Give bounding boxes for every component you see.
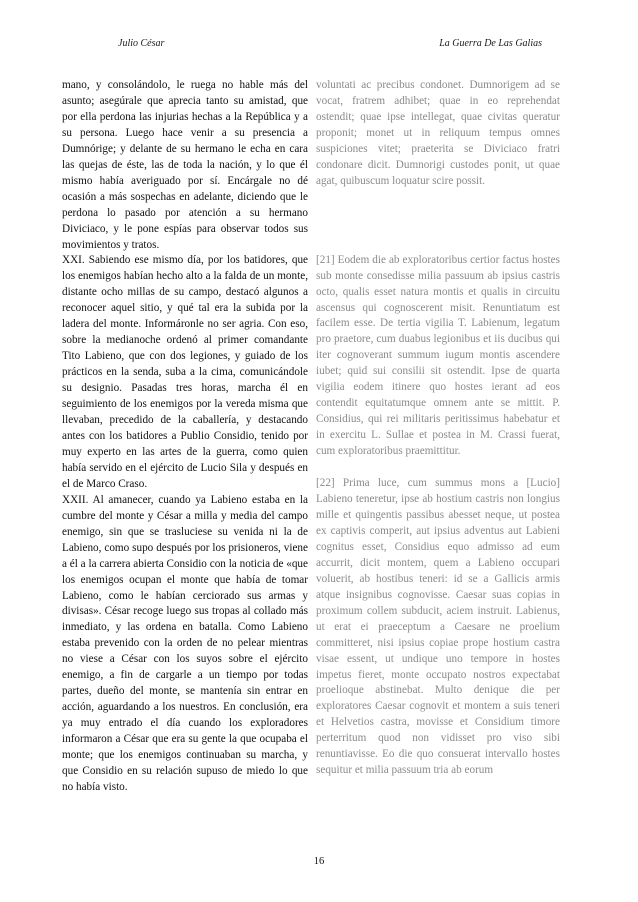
latin-paragraph-continuation: voluntati ac precibus condonet. Dumnorigem ad se vocat, fratrem adhibet; quae in eo reprehendat ostendit; quae ipse intellegat, quae civitas queratur proponit; monet ut in reliquum tempus omnes suspiciones vitet; praeterita se Diviciaco fratri condonare dicit. Dumnorigi custodes ponit, ut quae agat, quibuscum loquatur scire possit. xyxy=(316,79,560,187)
header-work-title: La Guerra De Las Galias xyxy=(439,38,542,49)
page-number: 16 xyxy=(313,856,325,867)
spanish-text-column xyxy=(62,78,308,796)
latin-paragraph-chapter-21: [21] Eodem die ab exploratoribus certior factus hostes sub monte consedisse milia passuum ab ipsius castris octo, qualis esset natura montis et qualis in circuitu ascensus qui cognoscerent misit. Renuntiatum est facilem esse. De tertia vigilia T. Labienum, legatum pro praetore, cum duabus legionibus et iis ducibus qui iter cognoverant summum iugum montis ascendere iubet; quid sui consilii sit ostendit. Ipse de quarta vigilia eodem itinere quo hostes ierant ad eos contendit equitatumque omnem ante se mittit. P. Considius, qui rei militaris peritissimus habebatur et in exercitu L. Sullae et postea in M. Crassi fuerat, cum exploratoribus praemittitur. xyxy=(316,253,560,458)
header-author: Julio César xyxy=(118,38,165,49)
latin-text-column xyxy=(316,78,560,795)
latin-paragraph-chapter-22: [22] Prima luce, cum summus mons a [Lucio] Labieno teneretur, ipse ab hostium castris non longius mille et quingentis passibus abesset neque, ut postea ex captivis comperit, aut ipsius adventus aut Labieni cognitus esset, Considius equo admisso ad eum accurrit, dicit montem, quem a Labieno occupari voluerit, ab hostibus teneri: id se a Gallicis armis atque insignibus cognovisse. Caesar suas copias in proximum collem subducit, aciem instruit. Labienus, ut erat ei praeceptum a Caesare ne proelium committeret, nisi ipsius copiae prope hostium castra visae essent, ut undique uno tempore in hostes impetus fieret, monte occupato nostros expectabat proelioque abstinebat. Multo denique die per exploratores Caesar cognovit et montem a suis teneri et Helvetios castra, movisse et Considium timore perterritum quod non vidisset pro viso sibi renuntiavisse. Eo die quo consuerat intervallo hostes sequitur et milia passuum tria ab eorum xyxy=(316,477,560,777)
spanish-paragraph-chapter-22: XXII. Al amanecer, cuando ya Labieno estaba en la cumbre del monte y César a milla y media del campo enemigo, sin que se trasluciese su venida ni la de Labieno, como supo después por los prisioneros, viene a él a la carrera abierta Considio con la noticia de «que los enemigos ocupan el monte que había de tomar Labieno, como le habían cerciorado sus armas y divisas». César recoge luego sus tropas al collado más inmediato, y las ordena en batalla. Como Labieno estaba prevenido con la orden de no pelear mientras no viese a César con los suyos sobre el ejército enemigo, a fin de cargarle a un tiempo por todas partes, dueño del monte, se mantenía sin entrar en acción, aguardando a los nuestros. En conclusión, era ya muy entrado el día cuando los exploradores informaron a César que era su gente la que ocupaba el monte; que los enemigos continuaban su marcha, y que Considio en su relación supuso de miedo lo que no había visto. xyxy=(62,493,308,793)
spanish-paragraph-chapter-21: XXI. Sabiendo ese mismo día, por los batidores, que los enemigos habían hecho alto a la falda de un monte, distante ocho millas de su campo, destacó algunos a reconocer aquel sitio, y qué tal era la subida por la ladera del monte. Informáronle no ser agria. Con eso, sobre la medianoche ordenó al primer comandante Tito Labieno, que con dos legiones, y guiado de los prácticos en la senda, suba a la cima, comunicándole su designio. Pasadas tres horas, marcha él en seguimiento de los enemigos por la vereda misma que llevaban, precedido de la caballería, y destacando antes con los batidores a Publio Considio, tenido por muy experto en las artes de la guerra, como quien había servido en el ejército de Lucio Sila y después en el de Marco Craso. xyxy=(62,254,308,490)
running-header xyxy=(0,38,638,52)
spanish-paragraph-continuation: mano, y consolándolo, le ruega no hable más del asunto; asegúrale que aprecia tanto su amistad, que por ella perdona las injurias hechas a la República y a su persona. Luego hace venir a su presencia a Dumnórige; y delante de su hermano le echa en cara las quejas de éste, las de toda la nación, y lo que él mismo había averiguado por sí. Encárgale no dé ocasión a más sospechas en adelante, diciendo que le perdona lo pasado por atención a su hermano Diviciaco, y le pone espías para observar todos sus movimientos y tratos. xyxy=(62,79,308,251)
